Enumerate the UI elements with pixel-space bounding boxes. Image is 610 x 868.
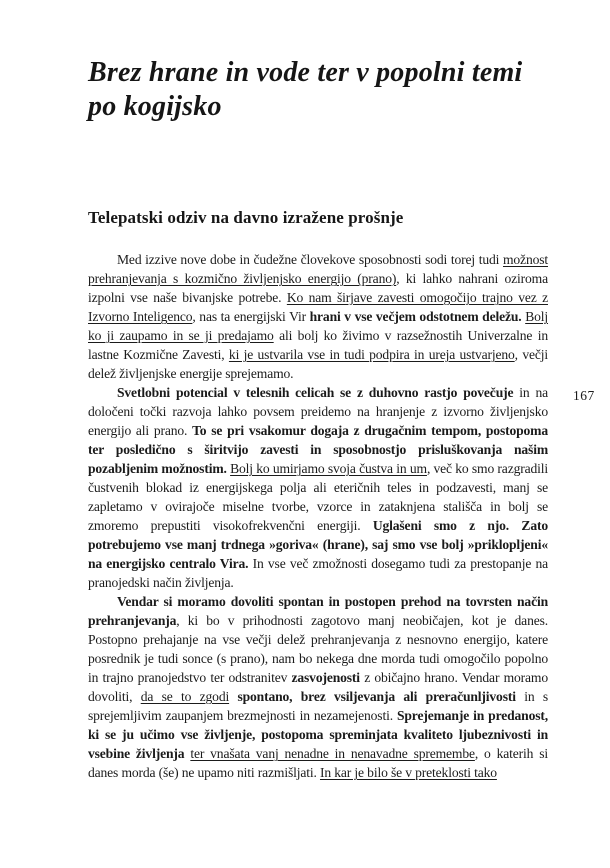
- section-heading: Telepatski odziv na davno izražene prošnje: [88, 208, 404, 227]
- text-segment: Med izzive nove dobe in čudežne človekove sposobnosti sodi torej tudi: [117, 252, 503, 267]
- text-segment: , nas ta energijski Vir: [192, 309, 310, 324]
- text-segment: ali bolj ko živimo v razsežnostih Univerzalne in lastne Kozmične Zavesti,: [88, 328, 548, 362]
- bold-text-segment: zasvojenosti: [291, 670, 360, 685]
- text-segment: , ki lahko nahrani oziroma izpolni vse naše bivanjske potrebe.: [88, 271, 548, 305]
- bold-text-segment: Uglašeni smo z njo. Zato potrebujemo vse manj trdnega »goriva« (hrane), saj smo vse bolj »priklopljeni« na energijsko centralo Vira.: [88, 518, 548, 571]
- underlined-text-segment: Ko nam širjave zavesti omogočijo trajno vez z Izvorno Inteligenco: [88, 290, 548, 324]
- underlined-text-segment: možnost prehranjevanja s kozmično življenjsko energijo (prano): [88, 252, 548, 286]
- article-body: [88, 250, 548, 782]
- underlined-text-segment: ki je ustvarila vse in tudi podpira in ureja ustvarjeno: [228, 347, 515, 362]
- bold-text-segment: Vendar si moramo dovoliti spontan in postopen prehod na tovrsten način prehranjevanja: [88, 594, 548, 628]
- text-segment: , o katerih si danes morda (še) ne upamo niti razmišljati.: [88, 746, 548, 780]
- text-segment: in s sprejemljivim zaupanjem brezmejnosti in nezamejenosti.: [88, 689, 548, 723]
- bold-text-segment: spontano, brez vsiljevanja ali preračunljivosti: [237, 689, 516, 704]
- bold-text-segment: Svetlobni potencial v telesnih celicah se z duhovno rastjo povečuje: [117, 385, 514, 400]
- chapter-title-line-1: Brez hrane in vode ter v popolni temi: [88, 57, 523, 88]
- text-segment: In vse več zmožnosti dosegamo tudi za prestopanje na pranojedski način življenja.: [88, 556, 548, 590]
- text-segment: , ki bo v prihodnosti zagotovo manj neobičajen, kot je danes. Postopno prehajanje na vse večji delež prehranjevanja z nesnovno energijo, katere posrednik je tudi sonce (s prano), nam bo nekega dne morda tudi omogočilo popolno in trajno pranojedstvo ter odstranitev: [88, 613, 548, 685]
- paragraph: [88, 250, 548, 383]
- underlined-text-segment: Bolj ko ji zaupamo in se ji predajamo: [88, 309, 549, 343]
- underlined-text-segment: Bolj ko umirjamo svoja čustva in um: [230, 461, 427, 476]
- chapter-title-line-2: po kogijsko: [88, 91, 222, 122]
- page-number: 167: [573, 388, 595, 403]
- underlined-text-segment: In kar je bilo še v preteklosti tako: [319, 765, 497, 780]
- paragraph: [88, 383, 548, 592]
- underlined-text-segment: da se to zgodi: [140, 689, 230, 704]
- paragraph: [88, 592, 548, 782]
- bold-text-segment: hrani v vse večjem odstotnem deležu.: [309, 309, 522, 324]
- bold-text-segment: To se pri vsakomur dogaja z drugačnim tempom, postopoma ter posledično s širitvijo zavesti in sposobnostjo prisluškovanja našim pozabljenim možnostim.: [88, 423, 548, 476]
- text-segment: z običajno hrano. Vendar moramo dovoliti,: [88, 670, 548, 704]
- bold-text-segment: Sprejemanje in predanost, ki se ju učimo vse življenje, postopoma spreminjata kvaliteto ljubeznivosti in vsebine življenja: [88, 708, 548, 761]
- underlined-text-segment: ter vnašata vanj nenadne in nenavadne spremembe: [190, 746, 475, 761]
- text-segment: , več ko smo razgradili čustvenih blokad iz energijskega polja ali eteričnih teles in podzavesti, manj se zapletamo v ovirajoče miselne tvorbe, vzorce in zataknjena stališča in bolj se zmoremo prepustiti visokofrekvenčni energiji.: [88, 461, 549, 533]
- text-segment: in na določeni točki razvoja lahko povsem preidemo na hranjenje z izvorno življenjsko energijo ali prano.: [88, 385, 548, 438]
- text-segment: , večji delež življenjske energije sprejemamo.: [88, 347, 548, 381]
- chapter-title: [88, 56, 568, 124]
